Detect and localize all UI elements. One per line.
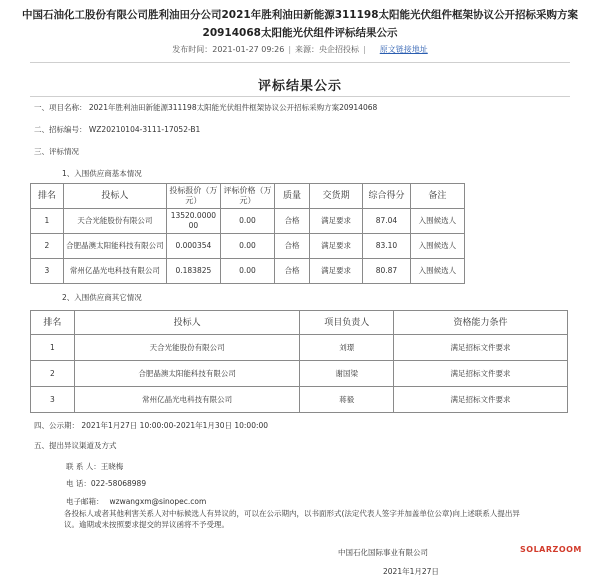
bidder-cell: 天合光能股份有限公司 bbox=[63, 209, 166, 234]
phone-row bbox=[66, 478, 146, 489]
article-title: 中国石油化工股份有限公司胜利油田分公司2021年胜利油田新能源311198太阳能光伏组件框架协议公开招标采购方案20914068太阳能光伏组件评标结果公示 bbox=[21, 9, 579, 39]
table-header: 投标报价（万元） bbox=[166, 184, 220, 209]
manager-cell: 谢国梁 bbox=[300, 361, 394, 387]
publish-label: 发布时间： bbox=[172, 45, 213, 54]
delivery-cell: 满足要求 bbox=[310, 259, 363, 284]
score-cell: 87.04 bbox=[363, 209, 411, 234]
bidder-cell: 常州亿晶光电科技有限公司 bbox=[74, 387, 300, 413]
delivery-cell: 满足要求 bbox=[310, 209, 363, 234]
issuer: 中国石化国际事业有限公司 bbox=[338, 548, 428, 557]
table-header: 评标价格（万元） bbox=[220, 184, 274, 209]
bid-price-cell: 0.000354 bbox=[166, 234, 220, 259]
manager-cell: 刘璟 bbox=[300, 335, 394, 361]
table-header: 质量 bbox=[275, 184, 310, 209]
table-header: 投标人 bbox=[63, 184, 166, 209]
remark-cell: 入围候选人 bbox=[410, 209, 464, 234]
phone-label: 电 话： bbox=[66, 479, 91, 488]
bid-price-cell: 0.183825 bbox=[166, 259, 220, 284]
contact-name: 王晓梅 bbox=[100, 462, 124, 471]
meta-divider: | bbox=[288, 45, 292, 54]
contact-row bbox=[66, 461, 123, 472]
publish-time: 2021-01-27 09:26 bbox=[212, 45, 285, 54]
divider bbox=[30, 62, 570, 63]
meta-row bbox=[0, 44, 600, 55]
solarzoom-watermark: SOLARZOOM bbox=[520, 545, 582, 554]
eval-price-cell: 0.00 bbox=[220, 234, 274, 259]
source-value: 央企招投标 bbox=[319, 45, 360, 54]
bid-price-cell: 13520.000000 bbox=[166, 209, 220, 234]
other-info-table bbox=[30, 310, 568, 413]
table-header: 投标人 bbox=[74, 311, 300, 335]
phone-value: 022-58068989 bbox=[90, 479, 147, 488]
contact-label: 联 系 人： bbox=[66, 462, 101, 471]
bidder-cell: 天合光能股份有限公司 bbox=[74, 335, 300, 361]
bidder-cell: 合肥晶澳太阳能科技有限公司 bbox=[63, 234, 166, 259]
email-label: 电子邮箱： bbox=[66, 497, 104, 506]
remark-cell: 入围候选人 bbox=[410, 234, 464, 259]
table-header: 项目负责人 bbox=[300, 311, 394, 335]
email-value[interactable]: wzwangxm@sinopec.com bbox=[109, 497, 207, 506]
table-header: 排名 bbox=[31, 311, 75, 335]
remark-cell: 入围候选人 bbox=[410, 259, 464, 284]
rank-cell: 3 bbox=[31, 387, 75, 413]
rank-cell: 1 bbox=[31, 209, 64, 234]
objection-heading: 五、提出异议渠道及方式 bbox=[34, 441, 117, 450]
meta-divider: | bbox=[363, 45, 366, 54]
table-header: 综合得分 bbox=[363, 184, 411, 209]
delivery-cell: 满足要求 bbox=[310, 234, 363, 259]
publicity-period: 四、公示期： 2021年1月27日 10:00:00-2021年1月30日 10:00:00 bbox=[34, 421, 269, 430]
eval-price-cell: 0.00 bbox=[220, 259, 274, 284]
source-label: 来源： bbox=[295, 45, 320, 54]
quality-cell: 合格 bbox=[275, 209, 310, 234]
bidder-cell: 常州亿晶光电科技有限公司 bbox=[63, 259, 166, 284]
bidder-cell: 合肥晶澳太阳能科技有限公司 bbox=[74, 361, 300, 387]
rank-cell: 3 bbox=[31, 259, 64, 284]
tender-number: 二、招标编号： WZ20210104-3111-17052-B1 bbox=[34, 125, 201, 134]
divider bbox=[30, 96, 570, 97]
document-title: 评标结果公示 bbox=[257, 79, 342, 94]
quality-cell: 合格 bbox=[275, 234, 310, 259]
manager-cell: 蒋毅 bbox=[300, 387, 394, 413]
sub-heading-basic: 1、入围供应商基本情况 bbox=[62, 169, 142, 178]
basic-info-table bbox=[30, 183, 465, 284]
table-row bbox=[31, 361, 568, 387]
table-row bbox=[31, 234, 465, 259]
table-row bbox=[31, 259, 465, 284]
sub-heading-other: 2、入围供应商其它情况 bbox=[62, 293, 142, 302]
rank-cell: 2 bbox=[31, 361, 75, 387]
table-header: 交货期 bbox=[310, 184, 363, 209]
table-header: 资格能力条件 bbox=[393, 311, 567, 335]
quality-cell: 合格 bbox=[275, 259, 310, 284]
project-name: 一、项目名称： 2021年胜利油田新能源311198太阳能光伏组件框架协议公开招标采购方案20914068 bbox=[34, 103, 378, 112]
table-header: 排名 bbox=[31, 184, 64, 209]
rank-cell: 1 bbox=[31, 335, 75, 361]
qualification-cell: 满足招标文件要求 bbox=[393, 387, 567, 413]
score-cell: 80.87 bbox=[363, 259, 411, 284]
qualification-cell: 满足招标文件要求 bbox=[393, 361, 567, 387]
email-row bbox=[66, 496, 206, 507]
original-link[interactable]: 原文链接地址 bbox=[379, 45, 428, 54]
evaluation-heading: 三、评标情况 bbox=[34, 147, 79, 156]
table-row bbox=[31, 387, 568, 413]
rank-cell: 2 bbox=[31, 234, 64, 259]
objection-notice: 各投标人或者其他利害关系人对中标候选人有异议的，可以在公示期内，以书面形式(法定代表人签字并加盖单位公章)向上述联系人提出异议。逾期或未按照要求提交的异议函将不予受理。 bbox=[64, 509, 520, 529]
table-row bbox=[31, 335, 568, 361]
qualification-cell: 满足招标文件要求 bbox=[393, 335, 567, 361]
table-header: 备注 bbox=[410, 184, 464, 209]
issue-date: 2021年1月27日 bbox=[383, 567, 439, 576]
table-row bbox=[31, 209, 465, 234]
eval-price-cell: 0.00 bbox=[220, 209, 274, 234]
score-cell: 83.10 bbox=[363, 234, 411, 259]
